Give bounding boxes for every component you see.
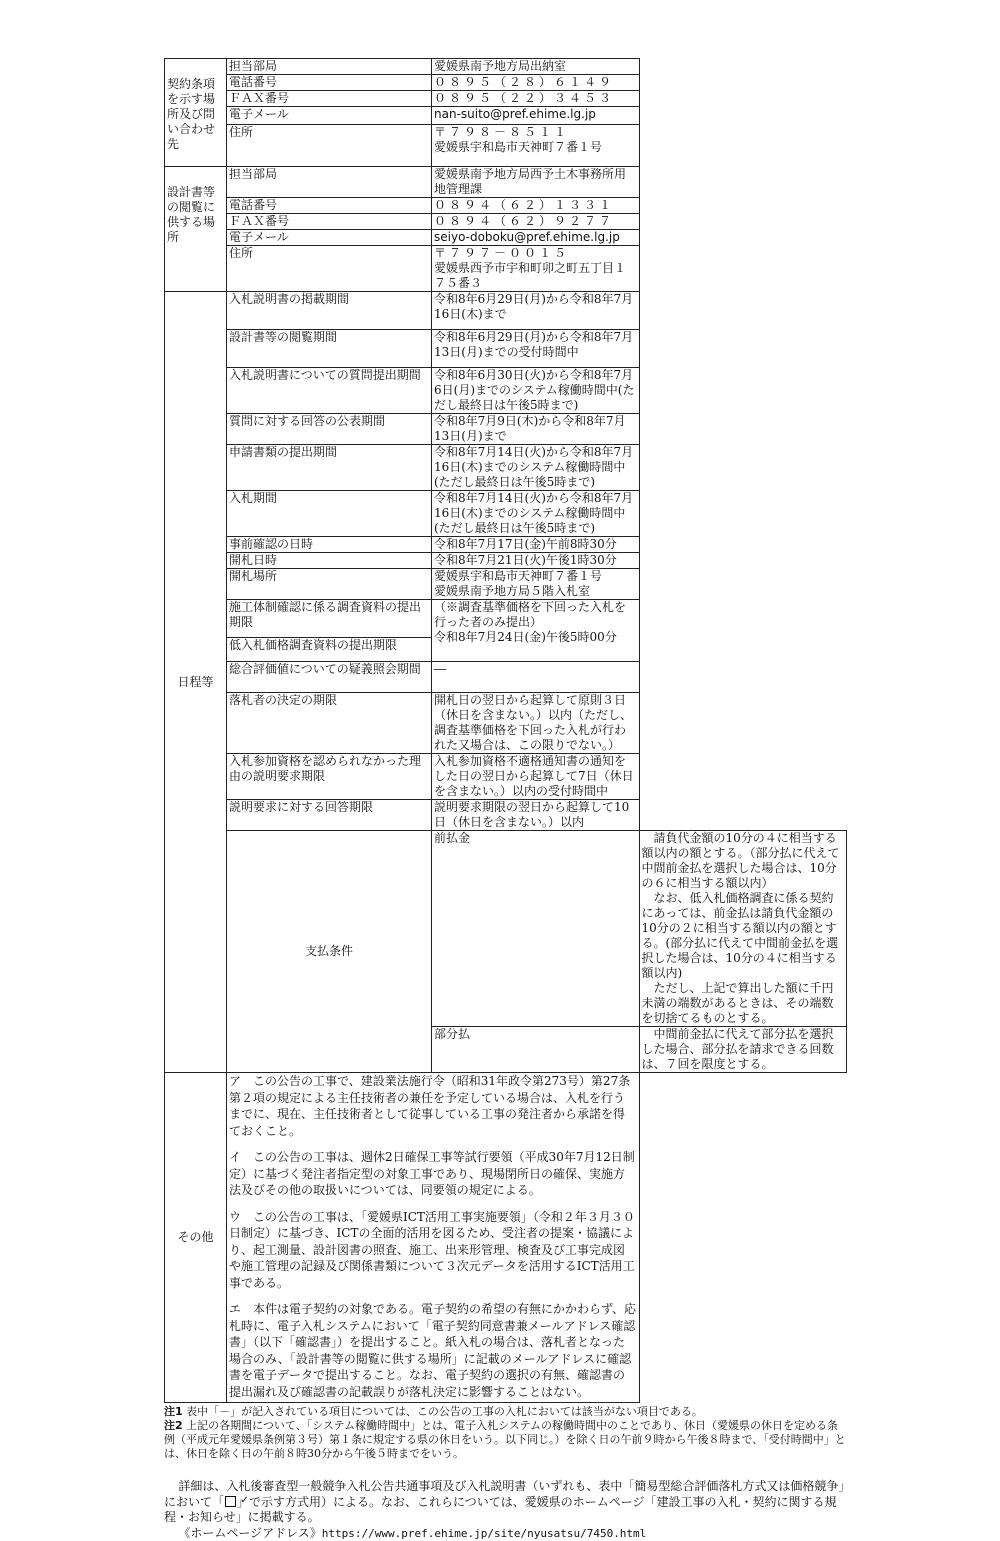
design-postal-code: 〒７９７－００１５ xyxy=(434,246,637,261)
schedule-value-8 xyxy=(432,569,640,600)
design-fax-label: ＦＡＸ番号 xyxy=(227,214,432,230)
advance-payment-label: 前払金 xyxy=(432,831,640,1027)
schedule-label-6: 事前確認の日時 xyxy=(227,537,432,553)
notice-table xyxy=(164,58,847,1403)
contact-phone-value: ０８９５（２８）６１４９ xyxy=(432,75,640,91)
schedule-value-4: 令和8年7月14日(火)から令和8年7月16日(木)までのシステム稼働時間中(ただし最終日は午後5時まで) xyxy=(432,445,640,491)
contact-dept-value: 愛媛県南予地方局出納室 xyxy=(432,59,640,75)
contact-fax-label: ＦＡＸ番号 xyxy=(227,91,432,107)
footer-details xyxy=(164,1479,847,1526)
homepage-url-link[interactable]: https://www.pref.ehime.jp/site/nyusatsu/7450.html xyxy=(322,1527,647,1540)
contact-email-label: 電子メール xyxy=(227,107,432,125)
design-dept-value: 愛媛県南予地方局西予土木事務所用地管理課 xyxy=(432,167,640,198)
design-address-label: 住所 xyxy=(227,246,432,292)
advance-payment-p3: ただし、上記で算出した額に千円未満の端数があるときは、その端数を切捨てるものとする。 xyxy=(642,981,845,1026)
schedule-label-9: 施工体制確認に係る調査資料の提出期限 xyxy=(227,600,432,638)
other-content xyxy=(227,1073,640,1403)
footer xyxy=(164,1479,847,1541)
footer-text-after: 」で示す方式用）による。なお、これらについては、愛媛県のホームページ「建設工事の入札・契約に関する規程・お知らせ」に掲載する。 xyxy=(164,1495,837,1525)
note-2-tag: 注2 xyxy=(164,1419,183,1432)
contact-address-value xyxy=(432,125,640,167)
checkbox-checked-icon xyxy=(225,1496,236,1507)
schedule-value-13: 入札参加資格不適格通知書の通知をした日の翌日から起算して7日（休日を含まない。）以内の受付時間中 xyxy=(432,754,640,800)
notes xyxy=(164,1405,847,1461)
contact-dept-label: 担当部局 xyxy=(227,59,432,75)
schedule-value-2: 令和8年6月30日(火)から令和8年7月6日(月)までのシステム稼働時間中(ただし最終日は午後5時まで) xyxy=(432,368,640,414)
homepage-line xyxy=(164,1526,847,1541)
opening-place-line2: 愛媛県南予地方局５階入札室 xyxy=(434,584,637,599)
note-1-tag: 注1 xyxy=(164,1405,183,1418)
schedule-value-6: 令和8年7月17日(金)午前8時30分 xyxy=(432,537,640,553)
contact-email-value[interactable]: nan-suito@pref.ehime.lg.jp xyxy=(432,107,640,125)
other-category: その他 xyxy=(165,1073,227,1403)
design-phone-value: ０８９４（６２）１３３１ xyxy=(432,198,640,214)
schedule-value-1: 令和8年6月29日(月)から令和8年7月13日(月)までの受付時間中 xyxy=(432,330,640,368)
schedule-value-3: 令和8年7月9日(木)から令和8年7月13日(月)まで xyxy=(432,414,640,445)
other-item-a: ア この公告の工事で、建設業法施行令（昭和31年政令第273号）第27条第２項の規定による主任技術者の兼任を予定している場合は、入札を行うまでに、現在、主任技術者として従事している工事の発注者から承諾を得ておくこと。 xyxy=(229,1073,637,1139)
schedule-value-12: 開札日の翌日から起算して原則３日（休日を含まない。）以内（ただし、調査基準価格を下回った入札が行われた又場合は、この限りでない。） xyxy=(432,693,640,754)
advance-payment-p2: なお、低入札価格調査に係る契約にあっては、前金払は請負代金額の10分の２に相当する額以内の額とする。(部分払に代えて中間前金払を選択した場合は、10分の４に相当する額以内) xyxy=(642,891,845,981)
schedule-label-0: 入札説明書の掲載期間 xyxy=(227,292,432,330)
homepage-label: 《ホームページアドレス》 xyxy=(178,1526,321,1540)
footer-text-before: 詳細は、入札後審査型一般競争入札公告共通事項及び入札説明書（いずれも、表中「簡易型総合評価落札方式又は価格競争」において「 xyxy=(164,1479,844,1509)
contact-address-label: 住所 xyxy=(227,125,432,167)
schedule-value-5: 令和8年7月14日(火)から令和8年7月16日(木)までのシステム稼働時間中(ただし最終日は午後5時まで) xyxy=(432,491,640,537)
contact-postal-code: 〒７９８－８５１１ xyxy=(434,125,637,140)
schedule-label-11: 総合評価値についての疑義照会期間 xyxy=(227,662,432,693)
other-item-u: ウ この公告の工事は、「愛媛県ICT活用工事実施要領」（令和２年３月３０日制定）に基づき、ICTの全面的活用を図るため、受注者の提案・協議により、起工測量、設計図書の照査、施工、出来形管理、検査及び工事完成図や施工管理の記録及び関係書類について３次元データを活用するICT活用工事である。 xyxy=(229,1209,637,1292)
schedule-label-7: 開札日時 xyxy=(227,553,432,569)
schedule-label-1: 設計書等の閲覧期間 xyxy=(227,330,432,368)
schedule-label-14: 説明要求に対する回答期限 xyxy=(227,800,432,831)
other-item-e: エ 本件は電子契約の対象である。電子契約の希望の有無にかかわらず、応札時に、電子入札システムにおいて「電子契約同意書兼メールアドレス確認書」（以下「確認書」）を提出すること。紙入札の場合は、落札者となった場合のみ、「設計書等の閲覧に供する場所」に記載のメールアドレスに確認書を電子データで提出すること。なお、電子契約の選択の有無、確認書の提出漏れ及び確認書の記載誤りが落札決定に影響することはない。 xyxy=(229,1301,637,1400)
schedule-label-4: 申請書類の提出期間 xyxy=(227,445,432,491)
schedule-label-12: 落札者の決定の期限 xyxy=(227,693,432,754)
design-category: 設計書等の閲覧に供する場所 xyxy=(165,167,227,292)
note-2 xyxy=(164,1419,847,1461)
other-item-i: イ この公告の工事は、週休2日確保工事等試行要領（平成30年7月12日制定）に基づく発注者指定型の対象工事であり、現場閉所日の確保、実施方法及びその他の取扱いについては、同要領の規定による。 xyxy=(229,1149,637,1199)
design-dept-label: 担当部局 xyxy=(227,167,432,198)
schedule-value-11: ― xyxy=(432,662,640,693)
note-1-text: 表中「－」が記入されている項目については、この公告の工事の入札においては該当がない項目である。 xyxy=(186,1405,703,1418)
schedule-value-0: 令和8年6月29日(月)から令和8年7月16日(木)まで xyxy=(432,292,640,330)
design-email-label: 電子メール xyxy=(227,230,432,246)
schedule-label-10: 低入札価格調査資料の提出期限 xyxy=(227,638,432,662)
design-phone-label: 電話番号 xyxy=(227,198,432,214)
design-address-value xyxy=(432,246,640,292)
design-address-line: 愛媛県西予市宇和町卯之町五丁目１７５番３ xyxy=(434,261,637,291)
schedule-value-7: 令和8年7月21日(火)午後1時30分 xyxy=(432,553,640,569)
note-1 xyxy=(164,1405,847,1419)
note-2-text: 上記の各期間について、「システム稼働時間中」とは、電子入札システムの稼働時間中のことであり、休日（愛媛県の休日を定める条例（平成元年愛媛県条例第３号）第１条に規定する県の休日をいう。以下同じ。）を除く日の午前９時から午後８時まで、「受付時間中」とは、休日を除く日の午前８時30分から午後５時までをいう。 xyxy=(164,1419,846,1460)
survey-note: （※調査基準価格を下回った入札を行った者のみ提出） xyxy=(434,600,637,630)
contact-phone-label: 電話番号 xyxy=(227,75,432,91)
notice-document xyxy=(164,58,847,1541)
design-email-value[interactable]: seiyo-doboku@pref.ehime.lg.jp xyxy=(432,230,640,246)
advance-payment-value xyxy=(639,831,847,1027)
partial-payment-value: 中間前金払に代えて部分払を選択した場合、部分払を請求できる回数は、７回を限度とする。 xyxy=(639,1027,847,1073)
schedule-category: 日程等 xyxy=(165,292,227,1073)
contact-fax-value: ０８９５（２２）３４５３ xyxy=(432,91,640,107)
schedule-label-5: 入札期間 xyxy=(227,491,432,537)
survey-deadline-date: 令和8年7月24日(金)午後5時00分 xyxy=(434,630,637,645)
schedule-label-2: 入札説明書についての質問提出期間 xyxy=(227,368,432,414)
schedule-value-14: 説明要求期限の翌日から起算して10日（休日を含まない。）以内 xyxy=(432,800,640,831)
partial-payment-label: 部分払 xyxy=(432,1027,640,1073)
payment-category: 支払条件 xyxy=(227,831,432,1073)
schedule-label-8: 開札場所 xyxy=(227,569,432,600)
schedule-label-13: 入札参加資格を認められなかった理由の説明要求期限 xyxy=(227,754,432,800)
design-fax-value: ０８９４（６２）９２７７ xyxy=(432,214,640,230)
contact-address-line: 愛媛県宇和島市天神町７番１号 xyxy=(434,140,637,155)
schedule-label-3: 質問に対する回答の公表期間 xyxy=(227,414,432,445)
advance-payment-p1: 請負代金額の10分の４に相当する額以内の額とする。（部分払に代えて中間前金払を選択した場合は、10分の６に相当する額以内） xyxy=(642,831,845,891)
contact-category: 契約条項を示す場所及び問い合わせ先 xyxy=(165,59,227,167)
survey-deadline-value xyxy=(432,600,640,662)
opening-place-line1: 愛媛県宇和島市天神町７番１号 xyxy=(434,569,637,584)
